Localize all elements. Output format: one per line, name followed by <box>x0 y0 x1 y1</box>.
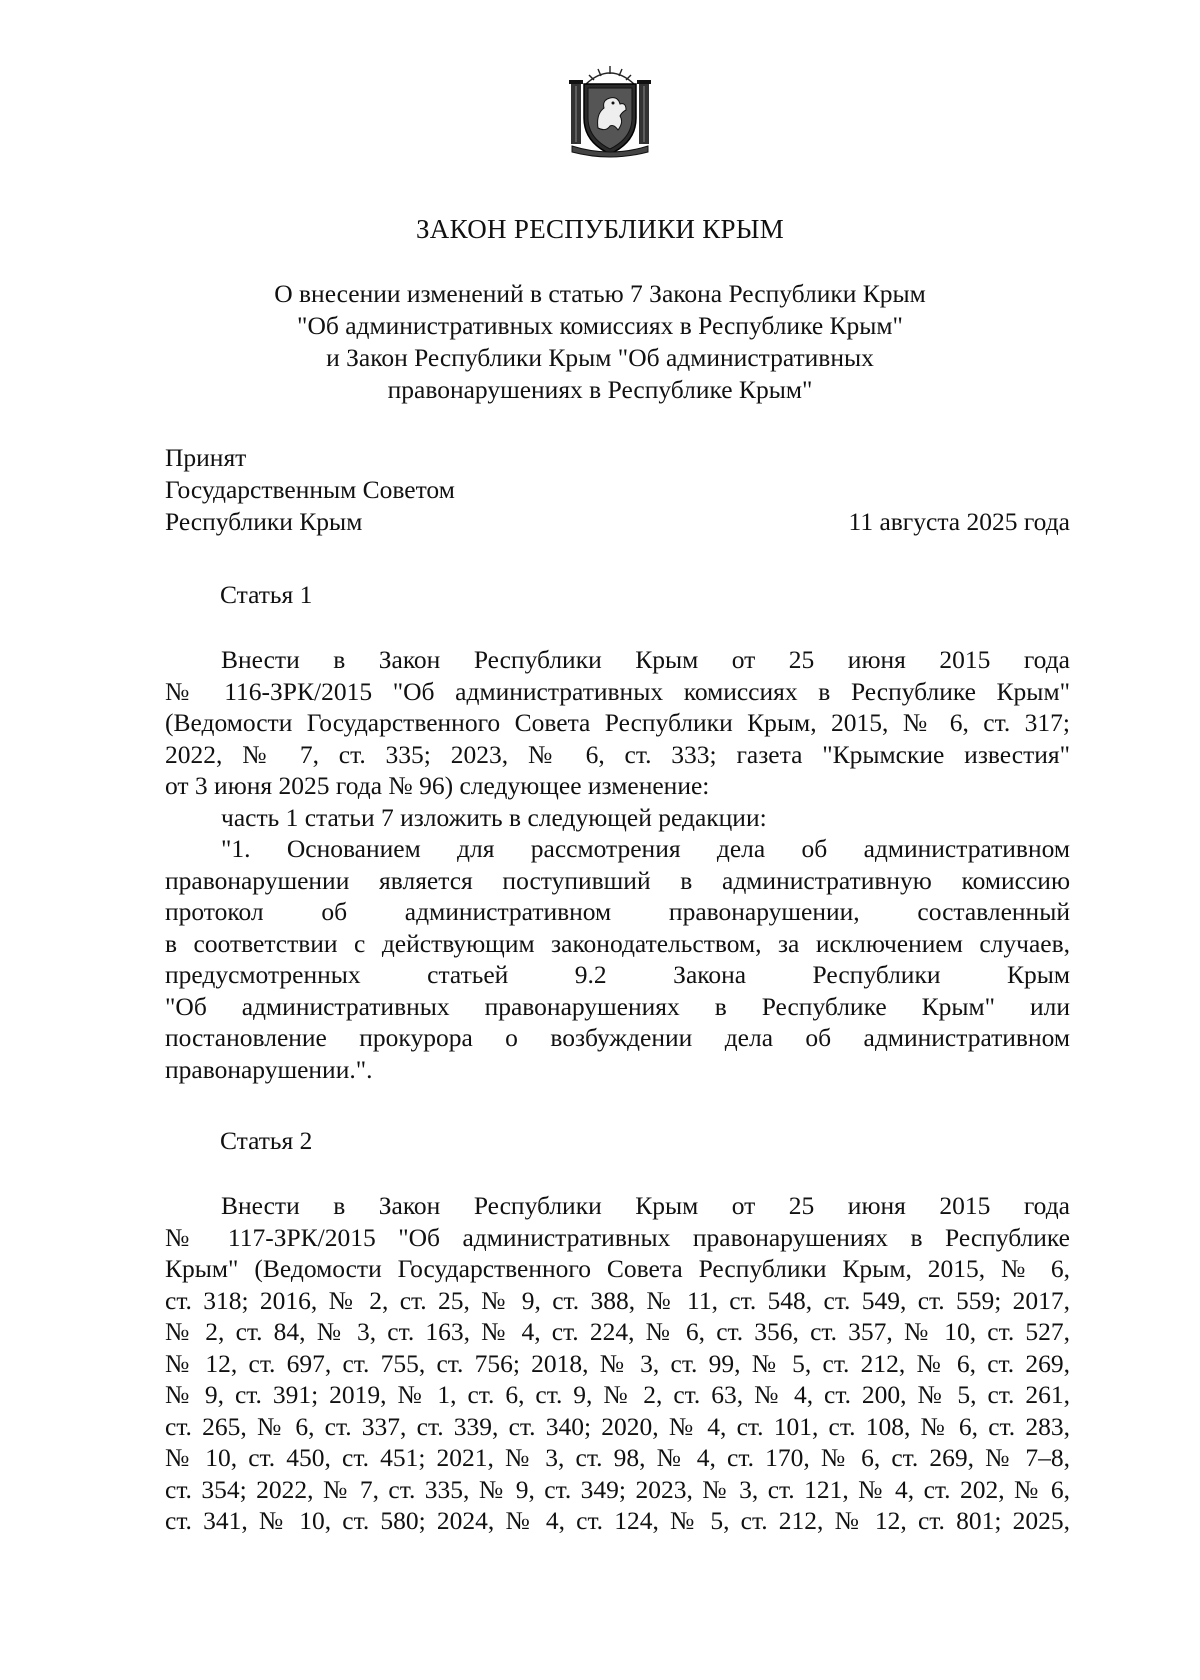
text-line: (Ведомости Государственного Совета Республики Крым, 2015, № 6, ст. 317; <box>165 708 1070 737</box>
text-line: ст. 354; 2022, № 7, ст. 335, № 9, ст. 349; 2023, № 3, ст. 121, № 4, ст. 202, № 6, <box>165 1474 1070 1504</box>
text-line: № 9, ст. 391; 2019, № 1, ст. 6, ст. 9, № 2, ст. 63, № 4, ст. 200, № 5, ст. 261, <box>165 1380 1070 1409</box>
text-line: протокол об административном правонарушении, составленный <box>165 897 1070 926</box>
adoption-date: 11 августа 2025 года <box>848 507 1070 536</box>
text-line: № 10, ст. 450, ст. 451; 2021, № 3, ст. 98, № 4, ст. 170, № 6, ст. 269, № 7–8, <box>165 1443 1070 1472</box>
adopted-line: Республики Крым <box>165 507 363 536</box>
text-line: ст. 318; 2016, № 2, ст. 25, № 9, ст. 388, № 11, ст. 548, ст. 549, ст. 559; 2017, <box>165 1285 1070 1315</box>
text-line: № 117-ЗРК/2015 "Об административных правонарушениях в Республике <box>165 1222 1070 1252</box>
article-1-body <box>165 644 1070 1085</box>
text-line: предусмотренных статьей 9.2 Закона Республики Крым <box>165 960 1070 989</box>
text-line: постановление прокурора о возбуждении дела об административном <box>165 1023 1070 1052</box>
text-line: Внести в Закон Республики Крым от 25 июня 2015 года <box>221 1191 1070 1220</box>
text-line: № 116-ЗРК/2015 "Об административных комиссиях в Республике Крым" <box>165 676 1070 706</box>
law-title: ЗАКОН РЕСПУБЛИКИ КРЫМ <box>415 214 785 244</box>
text-line: Крым" (Ведомости Государственного Совета Республики Крым, 2015, № 6, <box>165 1254 1070 1283</box>
adopted-line: Государственным Советом <box>165 475 455 504</box>
adopted-line: Принят <box>165 443 247 472</box>
text-line: правонарушении является поступивший в административную комиссию <box>165 865 1070 895</box>
subtitle-line: и Закон Республики Крым "Об административных <box>326 343 874 372</box>
text-line: 2022, № 7, ст. 335; 2023, № 6, ст. 333; газета "Крымские известия" <box>165 739 1070 769</box>
text-line: Внести в Закон Республики Крым от 25 июня 2015 года <box>221 645 1070 674</box>
text-line: "Об административных правонарушениях в Республике Крым" или <box>165 991 1070 1021</box>
article-2-heading: Статья 2 <box>220 1126 313 1155</box>
text-line: правонарушении.". <box>165 1054 373 1084</box>
subtitle-line: О внесении изменений в статью 7 Закона Республики Крым <box>274 279 926 308</box>
text-line: № 12, ст. 697, ст. 755, ст. 756; 2018, № 3, ст. 99, № 5, ст. 212, № 6, ст. 269, <box>165 1348 1070 1378</box>
text-line: от 3 июня 2025 года № 96) следующее изменение: <box>165 771 710 800</box>
text-line: ст. 265, № 6, ст. 337, ст. 339, ст. 340; 2020, № 4, ст. 101, ст. 108, № 6, ст. 283, <box>165 1411 1070 1441</box>
law-subtitle <box>200 278 1000 406</box>
text-line: часть 1 статьи 7 изложить в следующей редакции: <box>221 802 767 832</box>
text-line: в соответствии с действующим законодательством, за исключением случаев, <box>165 928 1070 958</box>
article-2-body <box>165 1190 1070 1537</box>
text-line: № 2, ст. 84, № 3, ст. 163, № 4, ст. 224, № 6, ст. 356, ст. 357, № 10, ст. 527, <box>165 1317 1070 1346</box>
text-line: "1. Основанием для рассмотрения дела об административном <box>221 834 1070 863</box>
subtitle-line: правонарушениях в Республике Крым" <box>387 375 813 404</box>
subtitle-line: "Об административных комиссиях в Республике Крым" <box>297 311 903 340</box>
adoption-block <box>165 442 455 538</box>
article-1-heading: Статья 1 <box>220 580 313 609</box>
coat-of-arms-icon <box>568 62 652 158</box>
text-line: ст. 341, № 10, ст. 580; 2024, № 4, ст. 124, № 5, ст. 212, № 12, ст. 801; 2025, <box>165 1506 1070 1535</box>
